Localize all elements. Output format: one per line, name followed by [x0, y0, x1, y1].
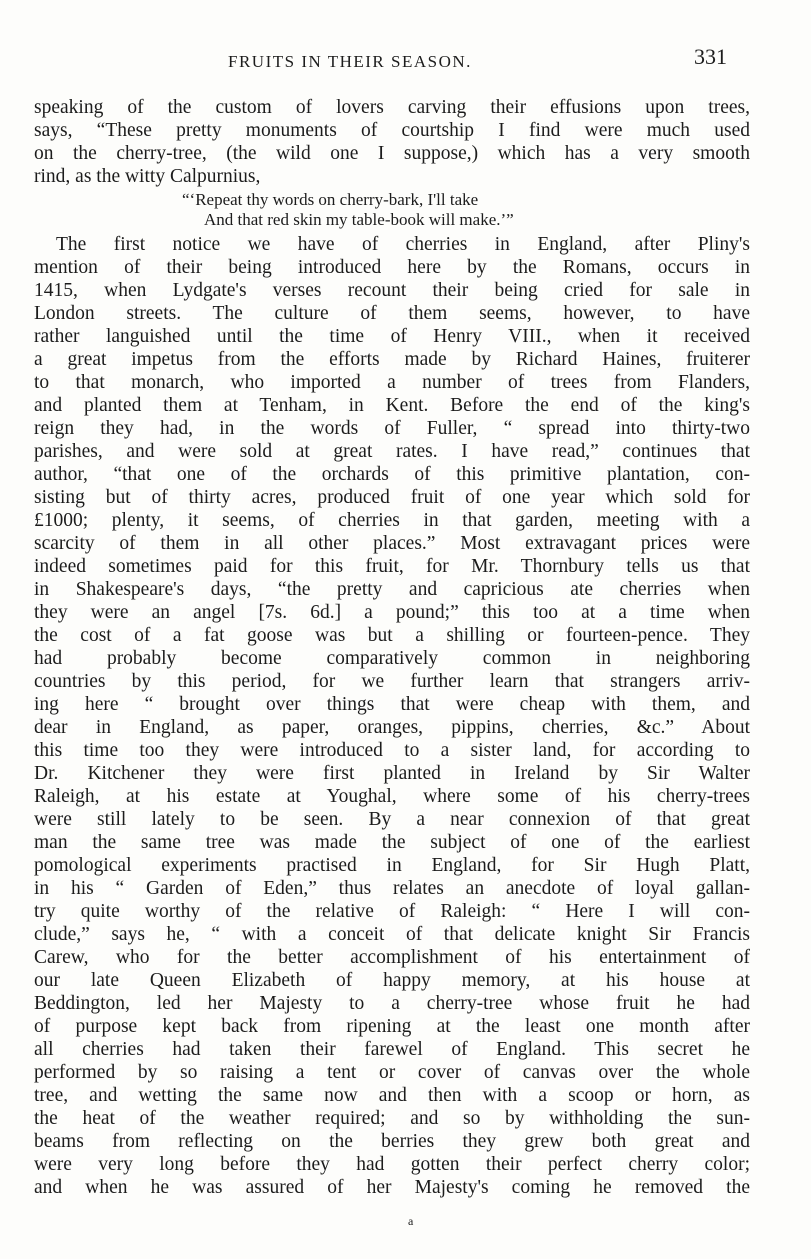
text-line: the heat of the weather required; and so by withholding the sun-	[34, 1108, 750, 1129]
text-line: reign they had, in the words of Fuller, “ spread into thirty-two	[34, 418, 750, 439]
text-line: Raleigh, at his estate at Youghal, where some of his cherry-trees	[34, 786, 750, 807]
text-line: this time too they were introduced to a sister land, for according to	[34, 740, 750, 761]
text-line: speaking of the custom of lovers carving their effusions upon trees,	[34, 97, 750, 118]
page-header	[0, 40, 811, 74]
text-line: try quite worthy of the relative of Raleigh: “ Here I will con-	[34, 901, 750, 922]
text-line: had probably become comparatively common in neighboring	[34, 648, 750, 669]
text-line: dear in England, as paper, oranges, pippins, cherries, &c.” About	[34, 717, 750, 738]
text-line: says, “These pretty monuments of courtship I find were much used	[34, 120, 750, 141]
text-line: Dr. Kitchener they were first planted in Ireland by Sir Walter	[34, 763, 750, 784]
text-line: our late Queen Elizabeth of happy memory, at his house at	[34, 970, 750, 991]
text-line: all cherries had taken their farewel of England. This secret he	[34, 1039, 750, 1060]
text-line: mention of their being introduced here by the Romans, occurs in	[34, 257, 750, 278]
text-line: the cost of a fat goose was but a shilling or fourteen-pence. They	[34, 625, 750, 646]
text-line: were very long before they had gotten their perfect cherry color;	[34, 1154, 750, 1175]
text-line: on the cherry-tree, (the wild one I suppose,) which has a very smooth	[34, 143, 750, 164]
running-title: FRUITS IN THEIR SEASON.	[228, 52, 472, 71]
text-line: in his “ Garden of Eden,” thus relates an anecdote of loyal gallan-	[34, 878, 750, 899]
text-line: and planted them at Tenham, in Kent. Before the end of the king's	[34, 395, 750, 416]
text-line: rind, as the witty Calpurnius,	[34, 166, 261, 187]
text-line: Beddington, led her Majesty to a cherry-tree whose fruit he had	[34, 993, 750, 1014]
text-line: The first notice we have of cherries in England, after Pliny's	[56, 234, 750, 255]
text-line: man the same tree was made the subject of one of the earliest	[34, 832, 750, 853]
text-line: they were an angel [7s. 6d.] a pound;” this too at a time when	[34, 602, 750, 623]
text-line: pomological experiments practised in England, for Sir Hugh Platt,	[34, 855, 750, 876]
text-line: indeed sometimes paid for this fruit, for Mr. Thornbury tells us that	[34, 556, 750, 577]
text-line: and when he was assured of her Majesty's coming he removed the	[34, 1177, 750, 1198]
text-line: parishes, and were sold at great rates. I have read,” continues that	[34, 441, 750, 462]
text-line: ing here “ brought over things that were cheap with them, and	[34, 694, 750, 715]
text-line: And that red skin my table-book will make.’”	[204, 210, 514, 229]
text-line: countries by this period, for we further learn that strangers arriv-	[34, 671, 750, 692]
text-line: performed by so raising a tent or cover of canvas over the whole	[34, 1062, 750, 1083]
text-line: of purpose kept back from ripening at the least one month after	[34, 1016, 750, 1037]
text-line: beams from reflecting on the berries they grew both great and	[34, 1131, 750, 1152]
text-line: sisting but of thirty acres, produced fruit of one year which sold for	[34, 487, 750, 508]
text-line: in Shakespeare's days, “the pretty and capricious ate cherries when	[34, 579, 750, 600]
text-line: “‘Repeat thy words on cherry-bark, I'll take	[182, 190, 479, 209]
text-line: were still lately to be seen. By a near connexion of that great	[34, 809, 750, 830]
text-line: a great impetus from the efforts made by Richard Haines, fruiterer	[34, 349, 750, 370]
signature-mark: a	[408, 1214, 414, 1228]
text-line: scarcity of them in all other places.” Most extravagant prices were	[34, 533, 750, 554]
text-line: to that monarch, who imported a number of trees from Flanders,	[34, 372, 750, 393]
text-line: £1000; plenty, it seems, of cherries in that garden, meeting with a	[34, 510, 750, 531]
page-number: 331	[694, 44, 727, 69]
text-line: author, “that one of the orchards of this primitive plantation, con-	[34, 464, 750, 485]
text-line: clude,” says he, “ with a conceit of that delicate knight Sir Francis	[34, 924, 750, 945]
text-line: rather languished until the time of Henry VIII., when it received	[34, 326, 750, 347]
text-line: Carew, who for the better accomplishment of his entertainment of	[34, 947, 750, 968]
text-line: tree, and wetting the same now and then with a scoop or horn, as	[34, 1085, 750, 1106]
text-line: 1415, when Lydgate's verses recount their being cried for sale in	[34, 280, 750, 301]
text-line: London streets. The culture of them seems, however, to have	[34, 303, 750, 324]
